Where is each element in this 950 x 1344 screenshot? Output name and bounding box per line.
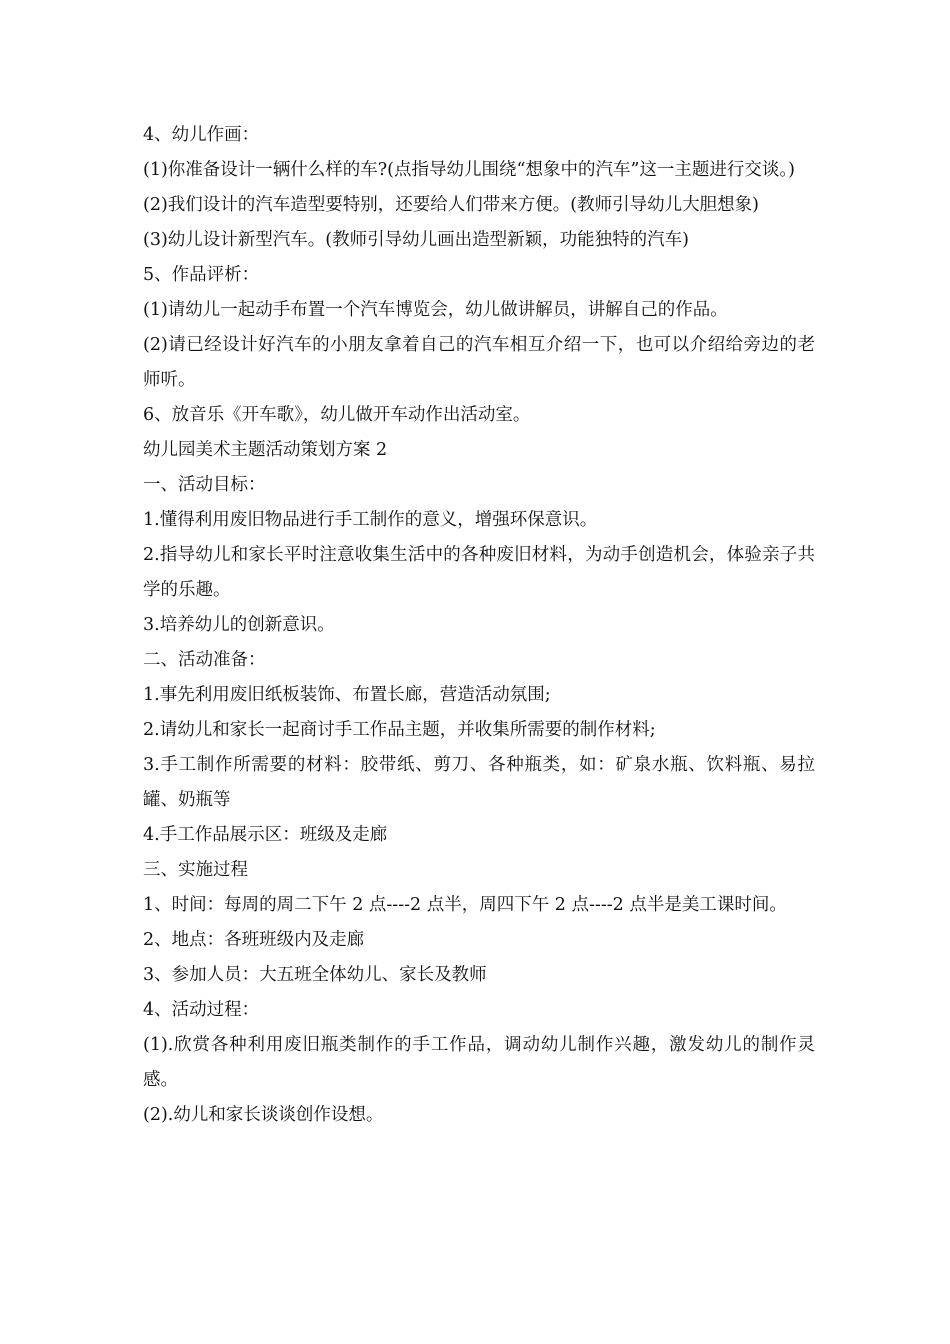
paragraph: 3、参加人员：大五班全体幼儿、家长及教师 — [143, 965, 487, 985]
paragraph: 1.懂得利用废旧物品进行手工制作的意义，增强环保意识。 — [143, 510, 598, 530]
heading: 二、活动准备： — [143, 650, 266, 670]
paragraph: (3)幼儿设计新型汽车。(教师引导幼儿画出造型新颖，功能独特的汽车) — [143, 230, 689, 250]
paragraph: 2.指导幼儿和家长平时注意收集生活中的各种废旧材料，为动手创造机会，体验亲子共学的乐趣。 — [143, 545, 815, 600]
paragraph: 4.手工作品展示区：班级及走廊 — [143, 825, 388, 845]
paragraph: 5、作品评析： — [143, 265, 260, 285]
paragraph: 4、幼儿作画： — [143, 125, 260, 145]
heading: 一、活动目标： — [143, 475, 266, 495]
paragraph: 1.事先利用废旧纸板装饰、布置长廊，营造活动氛围; — [143, 685, 551, 705]
paragraph: (1).欣赏各种利用废旧瓶类制作的手工作品，调动幼儿制作兴趣，激发幼儿的制作灵感。 — [143, 1035, 815, 1090]
section-title: 幼儿园美术主题活动策划方案 2 — [143, 440, 388, 460]
paragraph: 2.请幼儿和家长一起商讨手工作品主题，并收集所需要的制作材料; — [143, 720, 656, 740]
paragraph: (1)请幼儿一起动手布置一个汽车博览会，幼儿做讲解员，讲解自己的作品。 — [143, 300, 728, 320]
paragraph: 2、地点：各班班级内及走廊 — [143, 930, 365, 950]
paragraph: 3.培养幼儿的创新意识。 — [143, 615, 335, 635]
paragraph: 1、时间：每周的周二下午 2 点----2 点半，周四下午 2 点----2 点半是美工课时间。 — [143, 895, 787, 915]
paragraph: (2)我们设计的汽车造型要特别，还要给人们带来方便。(教师引导幼儿大胆想象) — [143, 195, 759, 215]
paragraph: (1)你准备设计一辆什么样的车?(点指导幼儿围绕“想象中的汽车”这一主题进行交谈。) — [143, 160, 795, 180]
paragraph: 3.手工制作所需要的材料：胶带纸、剪刀、各种瓶类，如：矿泉水瓶、饮料瓶、易拉罐、奶瓶等 — [143, 755, 815, 810]
paragraph: 6、放音乐《开车歌》，幼儿做开车动作出活动室。 — [143, 405, 531, 425]
heading: 三、实施过程 — [143, 860, 248, 880]
paragraph: (2).幼儿和家长谈谈创作设想。 — [143, 1105, 384, 1125]
document-body — [143, 118, 815, 1133]
paragraph: 4、活动过程： — [143, 1000, 260, 1020]
paragraph: (2)请已经设计好汽车的小朋友拿着自己的汽车相互介绍一下，也可以介绍给旁边的老师听。 — [143, 335, 815, 390]
